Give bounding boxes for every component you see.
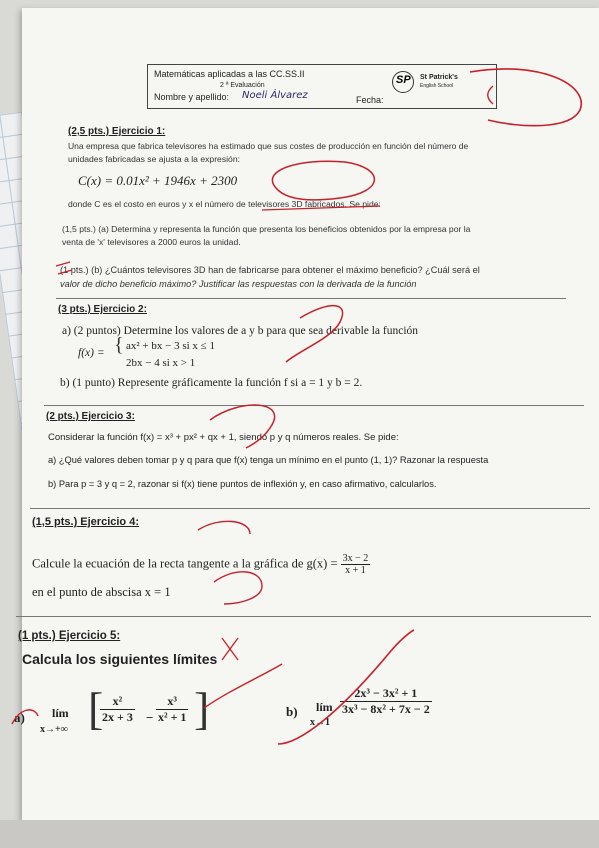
ex5-a-f1-numerator: x² [100, 694, 135, 710]
ex5-b-numerator: 2x³ − 3x² + 1 [340, 686, 432, 702]
divider [30, 508, 590, 509]
ex2-piece-2: 2bx − 4 si x > 1 [126, 357, 196, 369]
ex5-a-f2-denominator: x² + 1 [158, 710, 187, 724]
ex3-intro: Considerar la función f(x) = x³ + px² + qx + 1, siendo p y q números reales. Se pide: [48, 432, 399, 443]
name-label: Nombre y apellido: [154, 92, 230, 102]
divider [56, 298, 566, 299]
ex1-line2: unidades fabricadas se ajusta a la expresión: [68, 154, 240, 164]
ex3-part-a: a) ¿Qué valores deben tomar p y q para que f(x) tenga un mínimo en el punto (1, 1)? Razonar la respuesta [48, 455, 489, 465]
desk-surface [0, 820, 599, 848]
ex2-function-label: f(x) = [78, 347, 105, 359]
ex2-brace: { [114, 334, 124, 356]
ex5-a-label: a) [14, 710, 25, 725]
ex5-a-subscript: x→+∞ [40, 724, 68, 735]
ex1-line1: Una empresa que fabrica televisores ha estimado que sus costes de producción en función del número de [68, 141, 469, 151]
ex4-line1 [32, 553, 370, 576]
ex5-a-minus: − [146, 710, 154, 725]
ex5-b-fraction [340, 686, 432, 717]
ex5-b-lim: lím [316, 700, 333, 714]
ex5-title: (1 pts.) Ejercicio 5: [18, 630, 121, 642]
ex1-title: (2,5 pts.) Ejercicio 1: [68, 126, 166, 137]
ex1-part-a-line1: (1,5 pts.) (a) Determina y representa la función que presenta los beneficios obtenidos por la empresa por la [62, 224, 471, 234]
ex3-part-b: b) Para p = 3 y q = 2, razonar si f(x) tiene puntos de inflexión y, en caso afirmativo, calcularlos. [48, 479, 437, 489]
ex5-a-left-bracket: [ [88, 683, 104, 734]
ex4-line2: en el punto de abscisa x = 1 [32, 585, 171, 599]
ex2-title: (3 pts.) Ejercicio 2: [58, 304, 147, 315]
ex1-line3: donde C es el costo en euros y x el número de televisores 3D fabricados. Se pide: [68, 199, 381, 209]
ex4-numerator: 3x − 2 [342, 553, 369, 564]
ex5-a-fraction-1 [100, 694, 135, 725]
student-name: Noeli Álvarez [242, 90, 308, 101]
school-name: St Patrick's [420, 74, 458, 81]
ex1-part-b-line2: valor de dicho beneficio máximo? Justificar las respuestas con la derivada de la función [60, 279, 417, 289]
ex5-a-right-bracket: ] [194, 683, 210, 734]
ex2-piece-1: ax² + bx − 3 si x ≤ 1 [126, 340, 215, 352]
ex3-title: (2 pts.) Ejercicio 3: [46, 411, 135, 422]
school-logo [392, 71, 414, 93]
ex5-b-subscript: x→1 [310, 717, 330, 728]
ex2-part-a: a) (2 puntos) Determine los valores de a y b para que sea derivable la función [62, 325, 419, 337]
ex4-denominator: x + 1 [345, 565, 366, 576]
ex1-part-b-line1: (1 pts.) (b) ¿Cuántos televisores 3D han de fabricarse para obtener el máximo beneficio? ¿Cuál será el [60, 265, 480, 275]
ex2-part-b: b) (1 punto) Represente gráficamente la función f si a = 1 y b = 2. [60, 377, 363, 389]
ex5-a-f2-numerator: x³ [156, 694, 188, 710]
ex5-a-f1-denominator: 2x + 3 [102, 710, 133, 724]
evaluation-label: 2 ª Evaluación [220, 82, 265, 89]
divider [16, 616, 591, 617]
ex5-heading: Calcula los siguientes límites [22, 651, 218, 667]
ex4-fraction [341, 553, 371, 576]
school-logo-text: SP [396, 74, 411, 86]
ex4-title: (1,5 pts.) Ejercicio 4: [32, 516, 139, 528]
date-label: Fecha: [356, 95, 384, 105]
ex5-a-fraction-2 [156, 694, 188, 725]
ex4-text: Calcule la ecuación de la recta tangente a la gráfica de g(x) = [32, 556, 338, 571]
school-subtitle: English School [420, 83, 454, 89]
exam-header [147, 64, 497, 109]
ex5-a-lim: lím [52, 706, 69, 720]
ex5-b-denominator: 3x³ − 8x² + 7x − 2 [342, 702, 430, 716]
divider [44, 405, 584, 406]
ex1-cost-formula: C(x) = 0.01x² + 1946x + 2300 [78, 173, 238, 188]
exam-title: Matemáticas aplicadas a las CC.SS.II [154, 69, 305, 79]
ex1-part-a-line2: venta de 'x' televisores a 2000 euros la unidad. [62, 237, 241, 247]
ex5-b-label: b) [286, 704, 298, 719]
